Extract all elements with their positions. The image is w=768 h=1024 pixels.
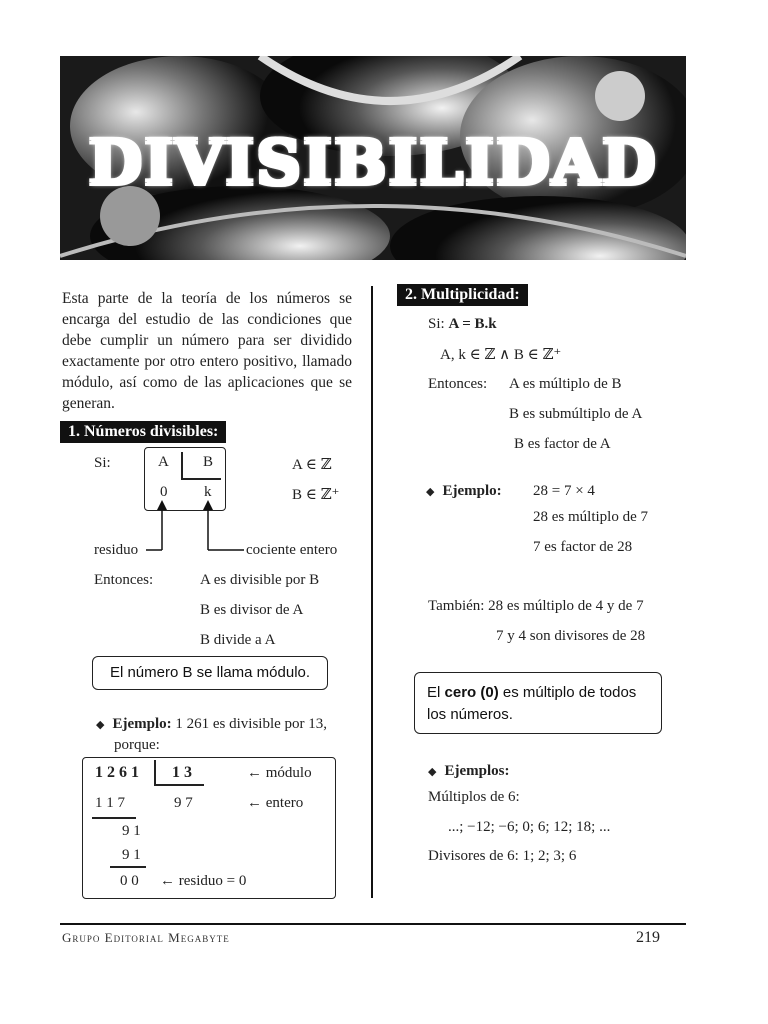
division-dividend: 1 2 6 1 xyxy=(95,764,139,781)
box-dividend-a: A xyxy=(158,454,169,470)
divisores-list: Divisores de 6: 1; 2; 3; 6 xyxy=(428,848,577,864)
modulo-note-box: El número B se llama módulo. xyxy=(92,656,328,690)
multiple-consequence-3: B es factor de A xyxy=(514,436,611,452)
box-quotient-k: k xyxy=(204,484,212,500)
division-final-remainder: 0 0 xyxy=(120,873,139,889)
section-heading-multiplicidad: 2. Multiplicidad: xyxy=(397,284,528,306)
division-divisor: 1 3 xyxy=(172,764,192,781)
example-2-factor: 7 es factor de 28 xyxy=(533,539,633,555)
division-divider-horizontal xyxy=(154,784,204,786)
arrow-up-icon xyxy=(203,500,213,510)
page-number: 219 xyxy=(636,929,660,946)
intro-paragraph: Esta parte de la teoría de los números se encarga del estudio de las condiciones que debe cumplir un número para ser dividido exactamente por otro entero positivo, llamado módulo, así como de las aplicaciones que se generan. xyxy=(62,290,352,412)
cociente-label: cociente entero xyxy=(246,542,338,558)
condition-a-integer: A ∈ ℤ xyxy=(292,457,332,473)
diamond-bullet-icon: ◆ xyxy=(428,766,437,778)
footer-rule xyxy=(60,923,686,925)
consequence-1: A es divisible por B xyxy=(200,572,320,588)
consequence-2: B es divisor de A xyxy=(200,602,304,618)
title-banner xyxy=(60,56,686,260)
division-line-1 xyxy=(92,817,136,819)
multiple-consequence-1: A es múltiplo de B xyxy=(509,376,622,392)
division-bracket-vertical xyxy=(181,452,183,478)
box-divisor-b: B xyxy=(203,454,214,470)
cero-note-line-1: El cero (0) es múltiplo de todos xyxy=(427,684,637,701)
division-subtract-1: 1 1 7 xyxy=(95,795,125,811)
box-remainder-0: 0 xyxy=(160,484,168,500)
multiplos-list: ...; −12; −6; 0; 6; 12; 18; ... xyxy=(448,819,611,835)
footer-publisher: Grupo Editorial Megabyte xyxy=(62,930,230,945)
diamond-bullet-icon: ◆ xyxy=(96,719,105,731)
multiplos-label: Múltiplos de 6: xyxy=(428,789,520,805)
column-divider xyxy=(371,286,373,898)
example-line: ◆ Ejemplo: 1 261 es divisible por 13, xyxy=(96,716,328,732)
residuo-label: residuo xyxy=(94,542,139,558)
diamond-bullet-icon: ◆ xyxy=(426,486,435,498)
modulo-arrow-label: ← módulo xyxy=(247,765,312,781)
condition-b-positive: B ∈ ℤ⁺ xyxy=(292,487,340,503)
example-2-line: ◆ Ejemplo: xyxy=(426,483,502,499)
section-heading-numeros-divisibles: 1. Números divisibles: xyxy=(60,421,226,443)
division-quotient: 9 7 xyxy=(174,795,193,811)
page-title: DIVISIBILIDAD xyxy=(88,126,658,199)
division-bracket-horizontal xyxy=(181,478,221,480)
tambien-line-1: También: 28 es múltiplo de 4 y de 7 xyxy=(428,598,644,614)
si-label: Si: xyxy=(94,455,111,471)
division-arrows xyxy=(140,498,250,558)
cero-note-line-2: los números. xyxy=(427,706,513,723)
entonces-label-2: Entonces: xyxy=(428,376,488,392)
division-line-2 xyxy=(110,866,146,868)
consequence-3: B divide a A xyxy=(200,632,276,648)
multiplicidad-conditions: A, k ∈ ℤ ∧ B ∈ ℤ⁺ xyxy=(440,347,562,363)
entonces-label: Entonces: xyxy=(94,572,154,588)
multiplicidad-definition: Si: A = B.k xyxy=(428,316,497,332)
example-2-eq: 28 = 7 × 4 xyxy=(533,483,595,499)
cero-note-box xyxy=(414,672,662,734)
residuo-cero-label: ← residuo = 0 xyxy=(160,873,247,889)
division-remainder-1: 9 1 xyxy=(122,823,141,839)
ejemplos-heading: ◆ Ejemplos: xyxy=(428,763,510,779)
multiple-consequence-2: B es submúltiplo de A xyxy=(509,406,643,422)
tambien-line-2: 7 y 4 son divisores de 28 xyxy=(496,628,646,644)
arrow-up-icon xyxy=(157,500,167,510)
porque-label: porque: xyxy=(114,737,160,753)
entero-arrow-label: ← entero xyxy=(247,795,304,811)
division-divider-vertical xyxy=(154,760,156,784)
division-subtract-2: 9 1 xyxy=(122,847,141,863)
example-2-multiple: 28 es múltiplo de 7 xyxy=(533,509,648,525)
